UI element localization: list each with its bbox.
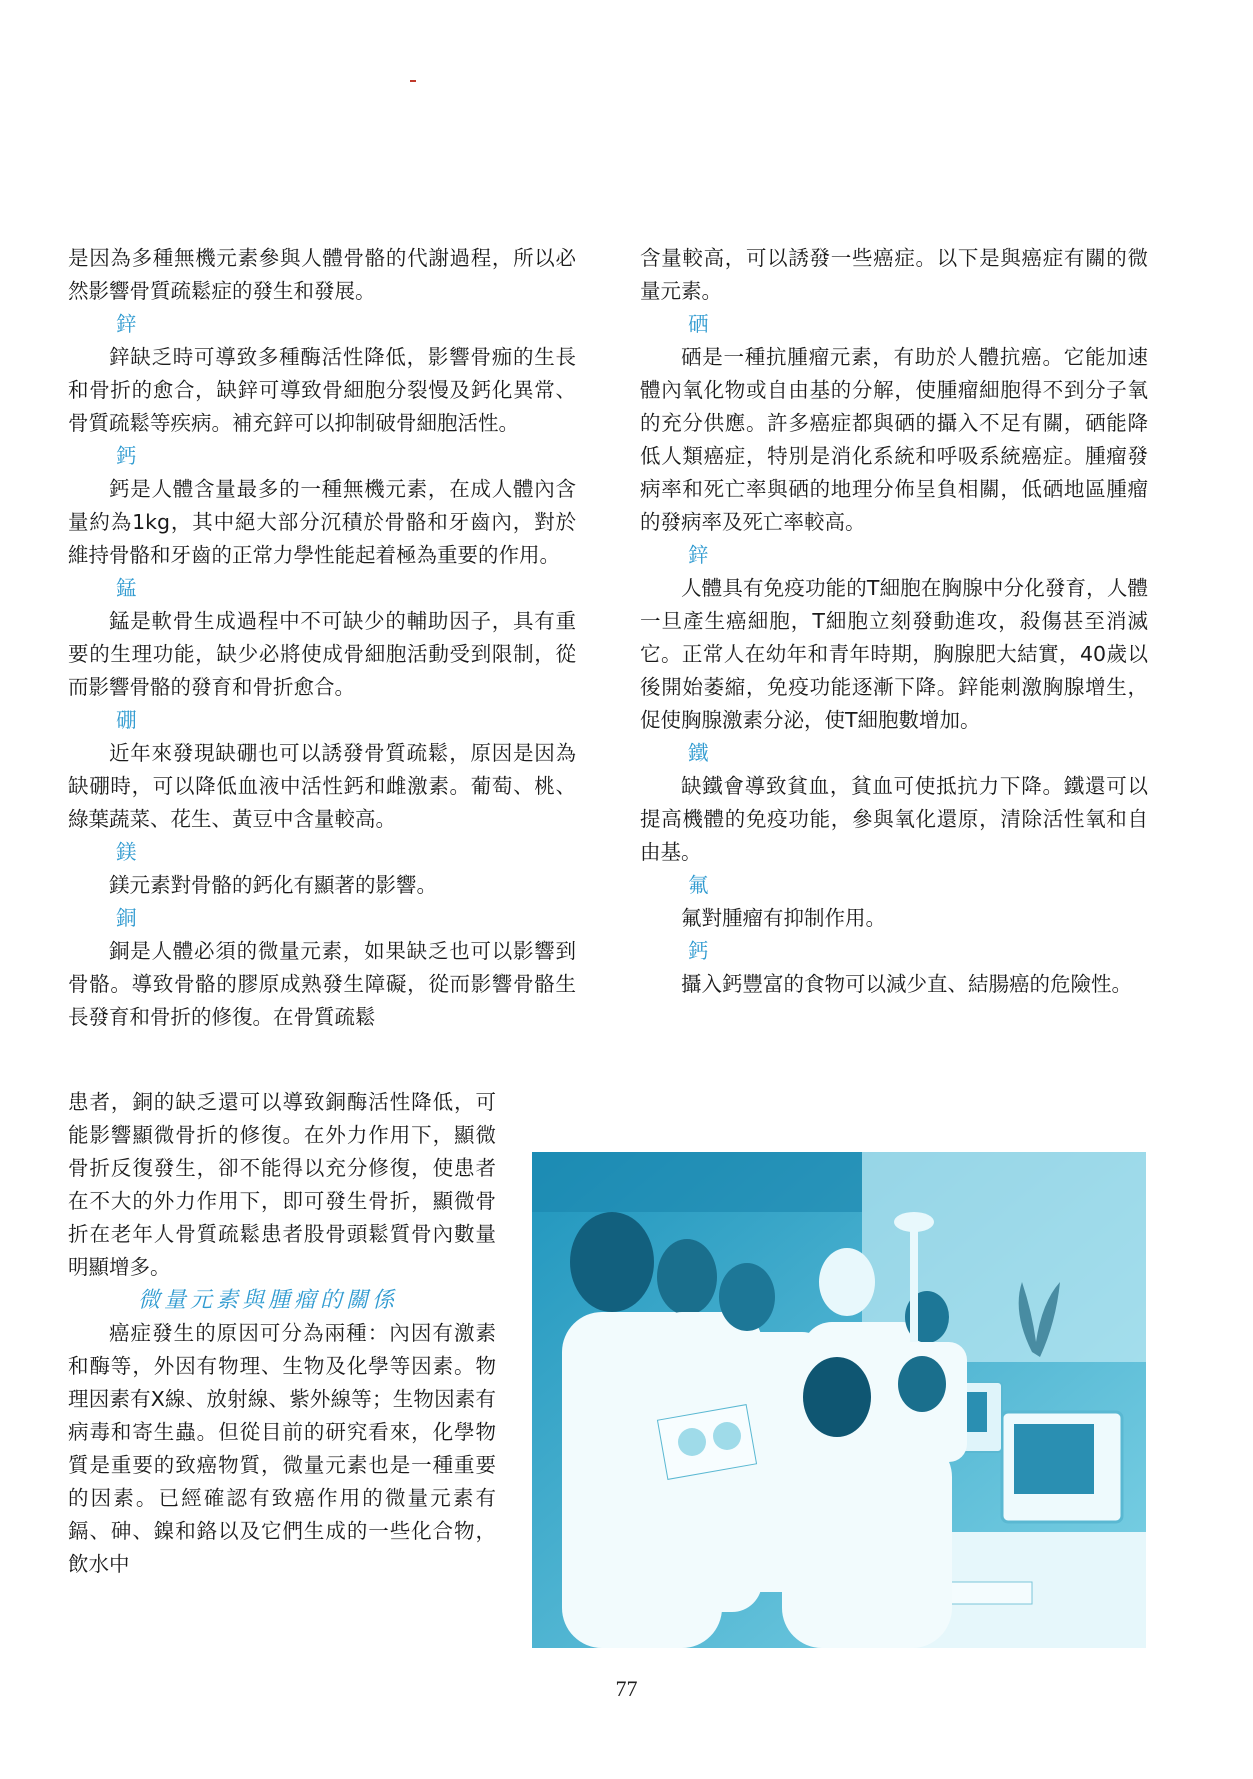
paragraph-zinc: 人體具有免疫功能的T細胞在胸腺中分化發育，人體一旦產生癌細胞，T細胞立刻發動進攻，殺傷甚至消滅它。正常人在幼年和青年時期，胸腺肥大結實，40歲以後開始萎縮，免疫功能逐漸下降。鋅能刺激胸腺增生，促使胸腺激素分泌，使T細胞數增加。	[640, 576, 1148, 732]
paragraph-copper-continued: 患者，銅的缺乏還可以導致銅酶活性降低，可能影響顯微骨折的修復。在外力作用下，顯微骨折反復發生，卻不能得以充分修復，使患者在不大的外力作用下，即可發生骨折，顯微骨折在老年人骨質疏鬆患者股骨頭鬆質骨內數量明顯增多。	[68, 1090, 496, 1279]
paragraph-boron: 近年來發現缺硼也可以誘發骨質疏鬆，原因是因為缺硼時，可以降低血液中活性鈣和雌激素。葡萄、桃、綠葉蔬菜、花生、黃豆中含量較高。	[68, 741, 576, 831]
left-column-lower	[68, 1086, 496, 1581]
paragraph-calcium: 攝入鈣豐富的食物可以減少直、結腸癌的危險性。	[681, 972, 1132, 996]
heading-boron: 硼	[116, 708, 137, 732]
heading-zinc: 鋅	[116, 312, 137, 336]
heading-fluorine: 氟	[688, 873, 709, 897]
heading-calcium: 鈣	[688, 939, 709, 963]
page-number: 77	[615, 1676, 638, 1701]
paragraph-fluorine: 氟對腫瘤有抑制作用。	[681, 906, 886, 930]
print-mark	[410, 80, 416, 82]
heading-selenium: 硒	[688, 312, 709, 336]
paragraph-zinc: 鋅缺乏時可導致多種酶活性降低，影響骨痂的生長和骨折的愈合，缺鋅可導致骨細胞分裂慢及鈣化異常、骨質疏鬆等疾病。補充鋅可以抑制破骨細胞活性。	[68, 345, 576, 435]
right-column	[640, 242, 1148, 1001]
heading-manganese: 錳	[116, 576, 137, 600]
paragraph-magnesium: 鎂元素對骨骼的鈣化有顯著的影響。	[109, 873, 437, 897]
paragraph-calcium: 鈣是人體含量最多的一種無機元素，在成人體內含量約為1kg，其中絕大部分沉積於骨骼和牙齒內，對於維持骨骼和牙齒的正常力學性能起着極為重要的作用。	[68, 477, 576, 567]
lab-photo	[532, 1152, 1146, 1648]
paragraph-copper: 銅是人體必須的微量元素，如果缺乏也可以影響到骨骼。導致骨骼的膠原成熟發生障礙，從而影響骨骼生長發育和骨折的修復。在骨質疏鬆	[68, 939, 576, 1029]
heading-copper: 銅	[116, 906, 137, 930]
heading-iron: 鐵	[688, 741, 709, 765]
heading-calcium: 鈣	[116, 444, 137, 468]
paragraph-selenium: 硒是一種抗腫瘤元素，有助於人體抗癌。它能加速體內氧化物或自由基的分解，使腫瘤細胞得不到分子氧的充分供應。許多癌症都與硒的攝入不足有關，硒能降低人類癌症，特別是消化系統和呼吸系統癌症。腫瘤發病率和死亡率與硒的地理分佈呈負相關，低硒地區腫瘤的發病率及死亡率較高。	[640, 345, 1148, 534]
paragraph-iron: 缺鐵會導致貧血，貧血可使抵抗力下降。鐵還可以提高機體的免疫功能，參與氧化還原，清除活性氧和自由基。	[640, 774, 1148, 864]
paragraph-tumor: 癌症發生的原因可分為兩種：內因有激素和酶等，外因有物理、生物及化學等因素。物理因素有X線、放射線、紫外線等；生物因素有病毒和寄生蟲。但從目前的研究看來，化學物質是重要的致癌物質，微量元素也是一種重要的因素。已經確認有致癌作用的微量元素有鎘、砷、鎳和鉻以及它們生成的一些化合物，飲水中	[68, 1321, 496, 1576]
left-column-upper	[68, 242, 576, 1034]
lab-photo-illustration	[532, 1152, 1146, 1648]
heading-zinc: 鋅	[688, 543, 709, 567]
paragraph: 是因為多種無機元素參與人體骨骼的代謝過程，所以必然影響骨質疏鬆症的發生和發展。	[68, 246, 576, 303]
paragraph: 含量較高，可以誘發一些癌症。以下是與癌症有關的微量元素。	[640, 246, 1148, 303]
paragraph-manganese: 錳是軟骨生成過程中不可缺少的輔助因子，具有重要的生理功能，缺少必將使成骨細胞活動受到限制，從而影響骨骼的發育和骨折愈合。	[68, 609, 576, 699]
section-title: 微量元素與腫瘤的關係	[138, 1288, 399, 1313]
heading-magnesium: 鎂	[116, 840, 137, 864]
